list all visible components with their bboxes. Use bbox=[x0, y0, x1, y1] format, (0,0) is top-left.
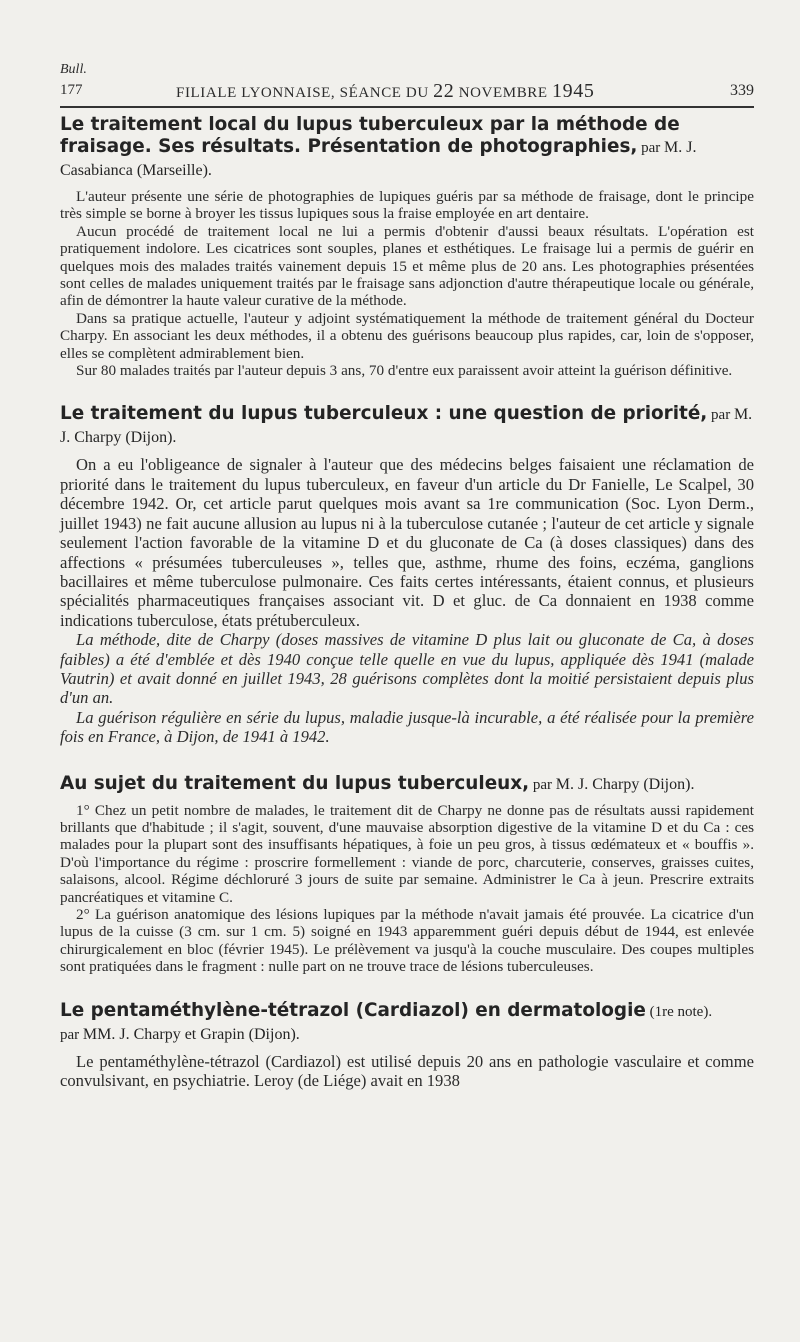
author-text: M. J. Casabianca (Marseille). bbox=[60, 139, 697, 179]
page-header bbox=[60, 78, 754, 104]
article-title bbox=[60, 1000, 754, 1046]
paragraph: On a eu l'obligeance de signaler à l'auteur que des médecins belges faisaient une réclamation de priorité dans le traitement du lupus tuberculeux, en faveur d'un article du Dr Fanielle, Le Scalpel, 30 décembre 1942. Or, cet article parut quelques mois avant sa 1re communication (Soc. Lyon Derm., juillet 1943) ne fait aucune allusion au lupus ni à la tuberculose cutanée ; l'auteur de cet article y signale seulement l'action favorable de la vitamine D et du gluconate de Ca (à doses classiques) dans des affections « présumées tuberculeuses », telles que, asthme, rhume des foins, eczéma, ganglions bacillaires et même tuberculose pulmonaire. Ces faits certes intéressants, étaient connus, et plusieurs spécialités pharmaceutiques françaises associant vit. D et gluc. de Ca donnaient en 1938 comme indications tuberculose, états prétuberculeux. bbox=[60, 455, 754, 630]
article-traitement bbox=[60, 773, 754, 976]
note-text: (1re note). bbox=[645, 1003, 713, 1020]
running-head-year: 1945 bbox=[552, 80, 595, 102]
article-title bbox=[60, 114, 754, 182]
paragraph: La guérison régulière en série du lupus, maladie jusque-là incurable, a été réalisée pour la première fois en France, à Dijon, de 1941 à 1942. bbox=[60, 707, 754, 747]
running-head bbox=[176, 80, 594, 103]
journal-abbrev: Bull. bbox=[60, 62, 87, 77]
article-priorite bbox=[60, 403, 754, 746]
title-text: Au sujet du traitement du lupus tuberculeux, bbox=[60, 772, 530, 794]
article-fraisage bbox=[60, 114, 754, 379]
par-text: par bbox=[637, 140, 665, 156]
article-cardiazol bbox=[60, 1000, 754, 1091]
running-head-day: 22 bbox=[433, 80, 455, 102]
title-text: Le traitement local du lupus tuberculeux par la méthode de fraisage. Ses résultats. Présentation de photographies, bbox=[60, 114, 680, 157]
par-text: par bbox=[707, 407, 734, 424]
paragraph: La méthode, dite de Charpy (doses massives de vitamine D plus lait ou gluconate de Ca, à doses faibles) a été d'emblée et dès 1940 conçue telle quelle en vue du lupus, appliquée dès 1941 (malade Vautrin) et avait donné en juillet 1943, 28 guérisons complètes dont la moitié persistaient depuis plus d'un an. bbox=[60, 630, 754, 708]
article-title bbox=[60, 773, 754, 796]
paragraph: Dans sa pratique actuelle, l'auteur y adjoint systématiquement la méthode de traitement général du Docteur Charpy. En associant les deux méthodes, il a obtenu des guérisons beaucoup plus rapides, car, loin de s'opposer, elles se complètent admirablement bien. bbox=[60, 309, 754, 362]
journal-page bbox=[60, 62, 754, 1090]
paragraph: 2° La guérison anatomique des lésions lupiques par la méthode n'avait jamais été prouvée. La cicatrice d'un lupus de la cuisse (3 cm. sur 1 cm. 5) soigné en 1943 apparemment guéri depuis début de 1944, est enlevée chirurgicalement en bloc (février 1945). Le prélèvement va jusqu'à la couche musculaire. Des coupes multiples sont pratiquées dans le fragment : nulle part on ne trouve trace de lésions tuberculeuses. bbox=[60, 906, 754, 976]
running-head-text-b: NOVEMBRE bbox=[454, 85, 553, 101]
page-number: 339 bbox=[730, 82, 754, 99]
title-text: Le traitement du lupus tuberculeux : une question de priorité, bbox=[60, 403, 708, 425]
par-text: par bbox=[60, 1026, 83, 1043]
author-text: M. J. Charpy (Dijon). bbox=[555, 775, 695, 793]
paragraph: Sur 80 malades traités par l'auteur depuis 3 ans, 70 d'entre eux paraissent avoir atteint la guérison définitive. bbox=[76, 362, 733, 380]
issue-number: 177 bbox=[60, 82, 83, 98]
paragraph: L'auteur présente une série de photographies de lupiques guéris par sa méthode de fraisage, dont le principe très simple se borne à broyer les tissus lupiques sous la fraise employée en art dentaire. bbox=[60, 188, 754, 223]
title-text: Le pentaméthylène-tétrazol (Cardiazol) en dermatologie bbox=[60, 999, 646, 1021]
header-rule bbox=[60, 106, 754, 108]
running-head-text-a: FILIALE LYONNAISE, SÉANCE DU bbox=[176, 85, 434, 101]
article-title bbox=[60, 403, 754, 449]
par-text: par bbox=[529, 776, 556, 793]
paragraph: Aucun procédé de traitement local ne lui a permis d'obtenir d'aussi beaux résultats. L'opération est pratiquement indolore. Les cicatrices sont souples, planes et esthétiques. Le fraisage lui a permis de guérir en quelques mois des malades traités vainement depuis 15 et même plus de 20 ans. Les photographies présentées sont celles de malades uniquement traités par le fraisage sans adjonction d'autre thérapeutique locale ou générale, afin de démontrer la haute valeur curative de la méthode. bbox=[60, 222, 754, 310]
paragraph: 1° Chez un petit nombre de malades, le traitement dit de Charpy ne donne pas de résultats aussi rapidement brillants que d'habitude ; il s'agit, souvent, d'une mauvaise absorption digestive de la vitamine D et du Ca : ces malades pour la plupart sont des insuffisants hépatiques, à foie un peu gros, à tissus œdémateux et « bouffis ». D'où l'importance du régime : proscrire formellement : viande de porc, charcuterie, conserves, graisses cuites, salaisons, alcool. Régime déchloruré 3 jours de suite par semaine. Administrer le Ca à jeun. Prescrire extraits pancréatiques et vitamine C. bbox=[60, 801, 754, 906]
paragraph: Le pentaméthylène-tétrazol (Cardiazol) est utilisé depuis 20 ans en pathologie vasculaire et comme convulsivant, en psychiatrie. Leroy (de Liége) avait en 1938 bbox=[60, 1051, 754, 1091]
author-text: MM. J. Charpy et Grapin (Dijon). bbox=[82, 1025, 300, 1043]
author-text: M. J. Charpy (Dijon). bbox=[60, 406, 753, 447]
